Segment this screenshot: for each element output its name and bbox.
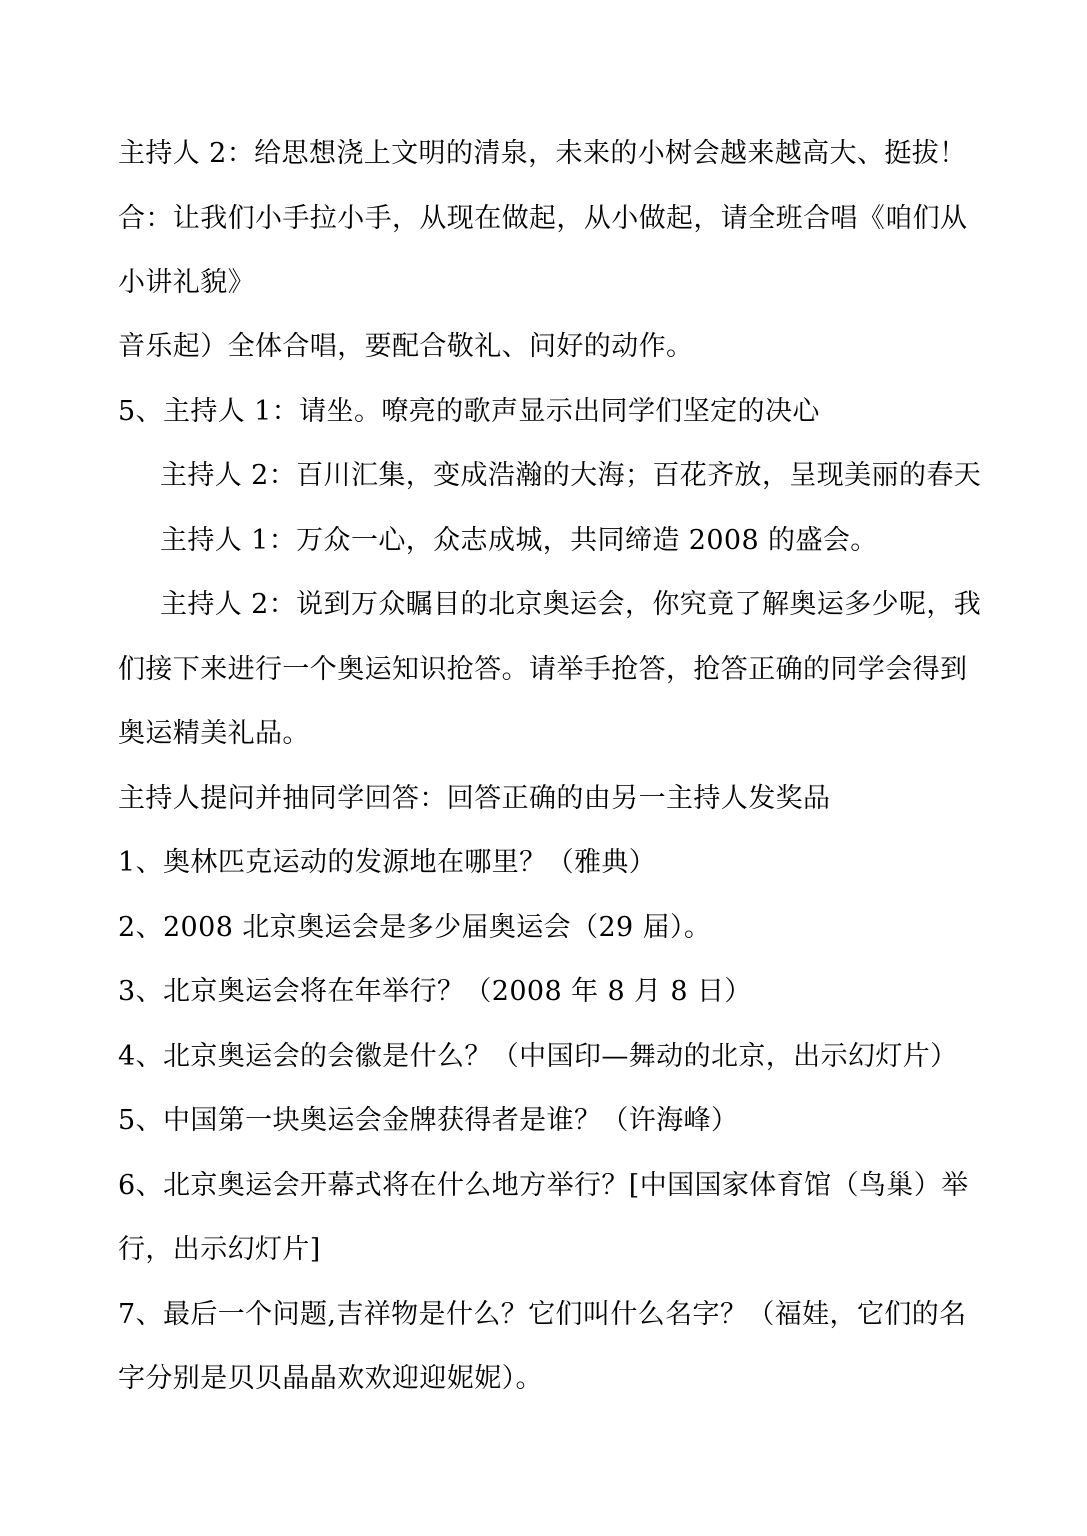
text-line: 主持人 1：万众一心，众志成城，共同缔造 2008 的盛会。 xyxy=(160,525,878,556)
question-3: 3、北京奥运会将在年举行？（2008 年 8 月 8 日） xyxy=(118,976,752,1007)
text-line: 奥运精美礼品。 xyxy=(118,718,310,749)
text-line: 5、主持人 1：请坐。嘹亮的歌声显示出同学们坚定的决心 xyxy=(118,396,820,427)
text-line: 主持人提问并抽同学回答：回答正确的由另一主持人发奖品 xyxy=(118,783,831,814)
question-7: 7、最后一个问题,吉祥物是什么？它们叫什么名字？（福娃，它们的名 xyxy=(118,1299,967,1330)
text-line: 合：让我们小手拉小手，从现在做起，从小做起，请全班合唱《咱们从 xyxy=(118,203,968,234)
question-6: 6、北京奥运会开幕式将在什么地方举行？[中国国家体育馆（鸟巢）举 xyxy=(118,1170,969,1201)
text-line: 主持人 2：说到万众瞩目的北京奥运会，你究竟了解奥运多少呢，我 xyxy=(160,589,982,620)
text-line: 主持人 2：给思想浇上文明的清泉，未来的小树会越来越高大、挺拔！ xyxy=(118,138,967,169)
question-2: 2、2008 北京奥运会是多少届奥运会（29 届）。 xyxy=(118,912,712,943)
text-line: 小讲礼貌》 xyxy=(118,267,255,298)
question-7-cont: 字分别是贝贝晶晶欢欢迎迎妮妮）。 xyxy=(118,1363,543,1394)
text-line: 们接下来进行一个奥运知识抢答。请举手抢答，抢答正确的同学会得到 xyxy=(118,654,968,685)
text-line: 音乐起）全体合唱，要配合敬礼、问好的动作。 xyxy=(118,331,694,362)
question-6-cont: 行，出示幻灯片] xyxy=(118,1234,321,1265)
question-5: 5、中国第一块奥运会金牌获得者是谁？（许海峰） xyxy=(118,1105,739,1136)
question-1: 1、奥林匹克运动的发源地在哪里？（雅典） xyxy=(118,847,657,878)
text-line: 主持人 2：百川汇集，变成浩瀚的大海；百花齐放，呈现美丽的春天 xyxy=(160,460,982,491)
question-4: 4、北京奥运会的会徽是什么？（中国印—舞动的北京，出示幻灯片） xyxy=(118,1041,958,1072)
